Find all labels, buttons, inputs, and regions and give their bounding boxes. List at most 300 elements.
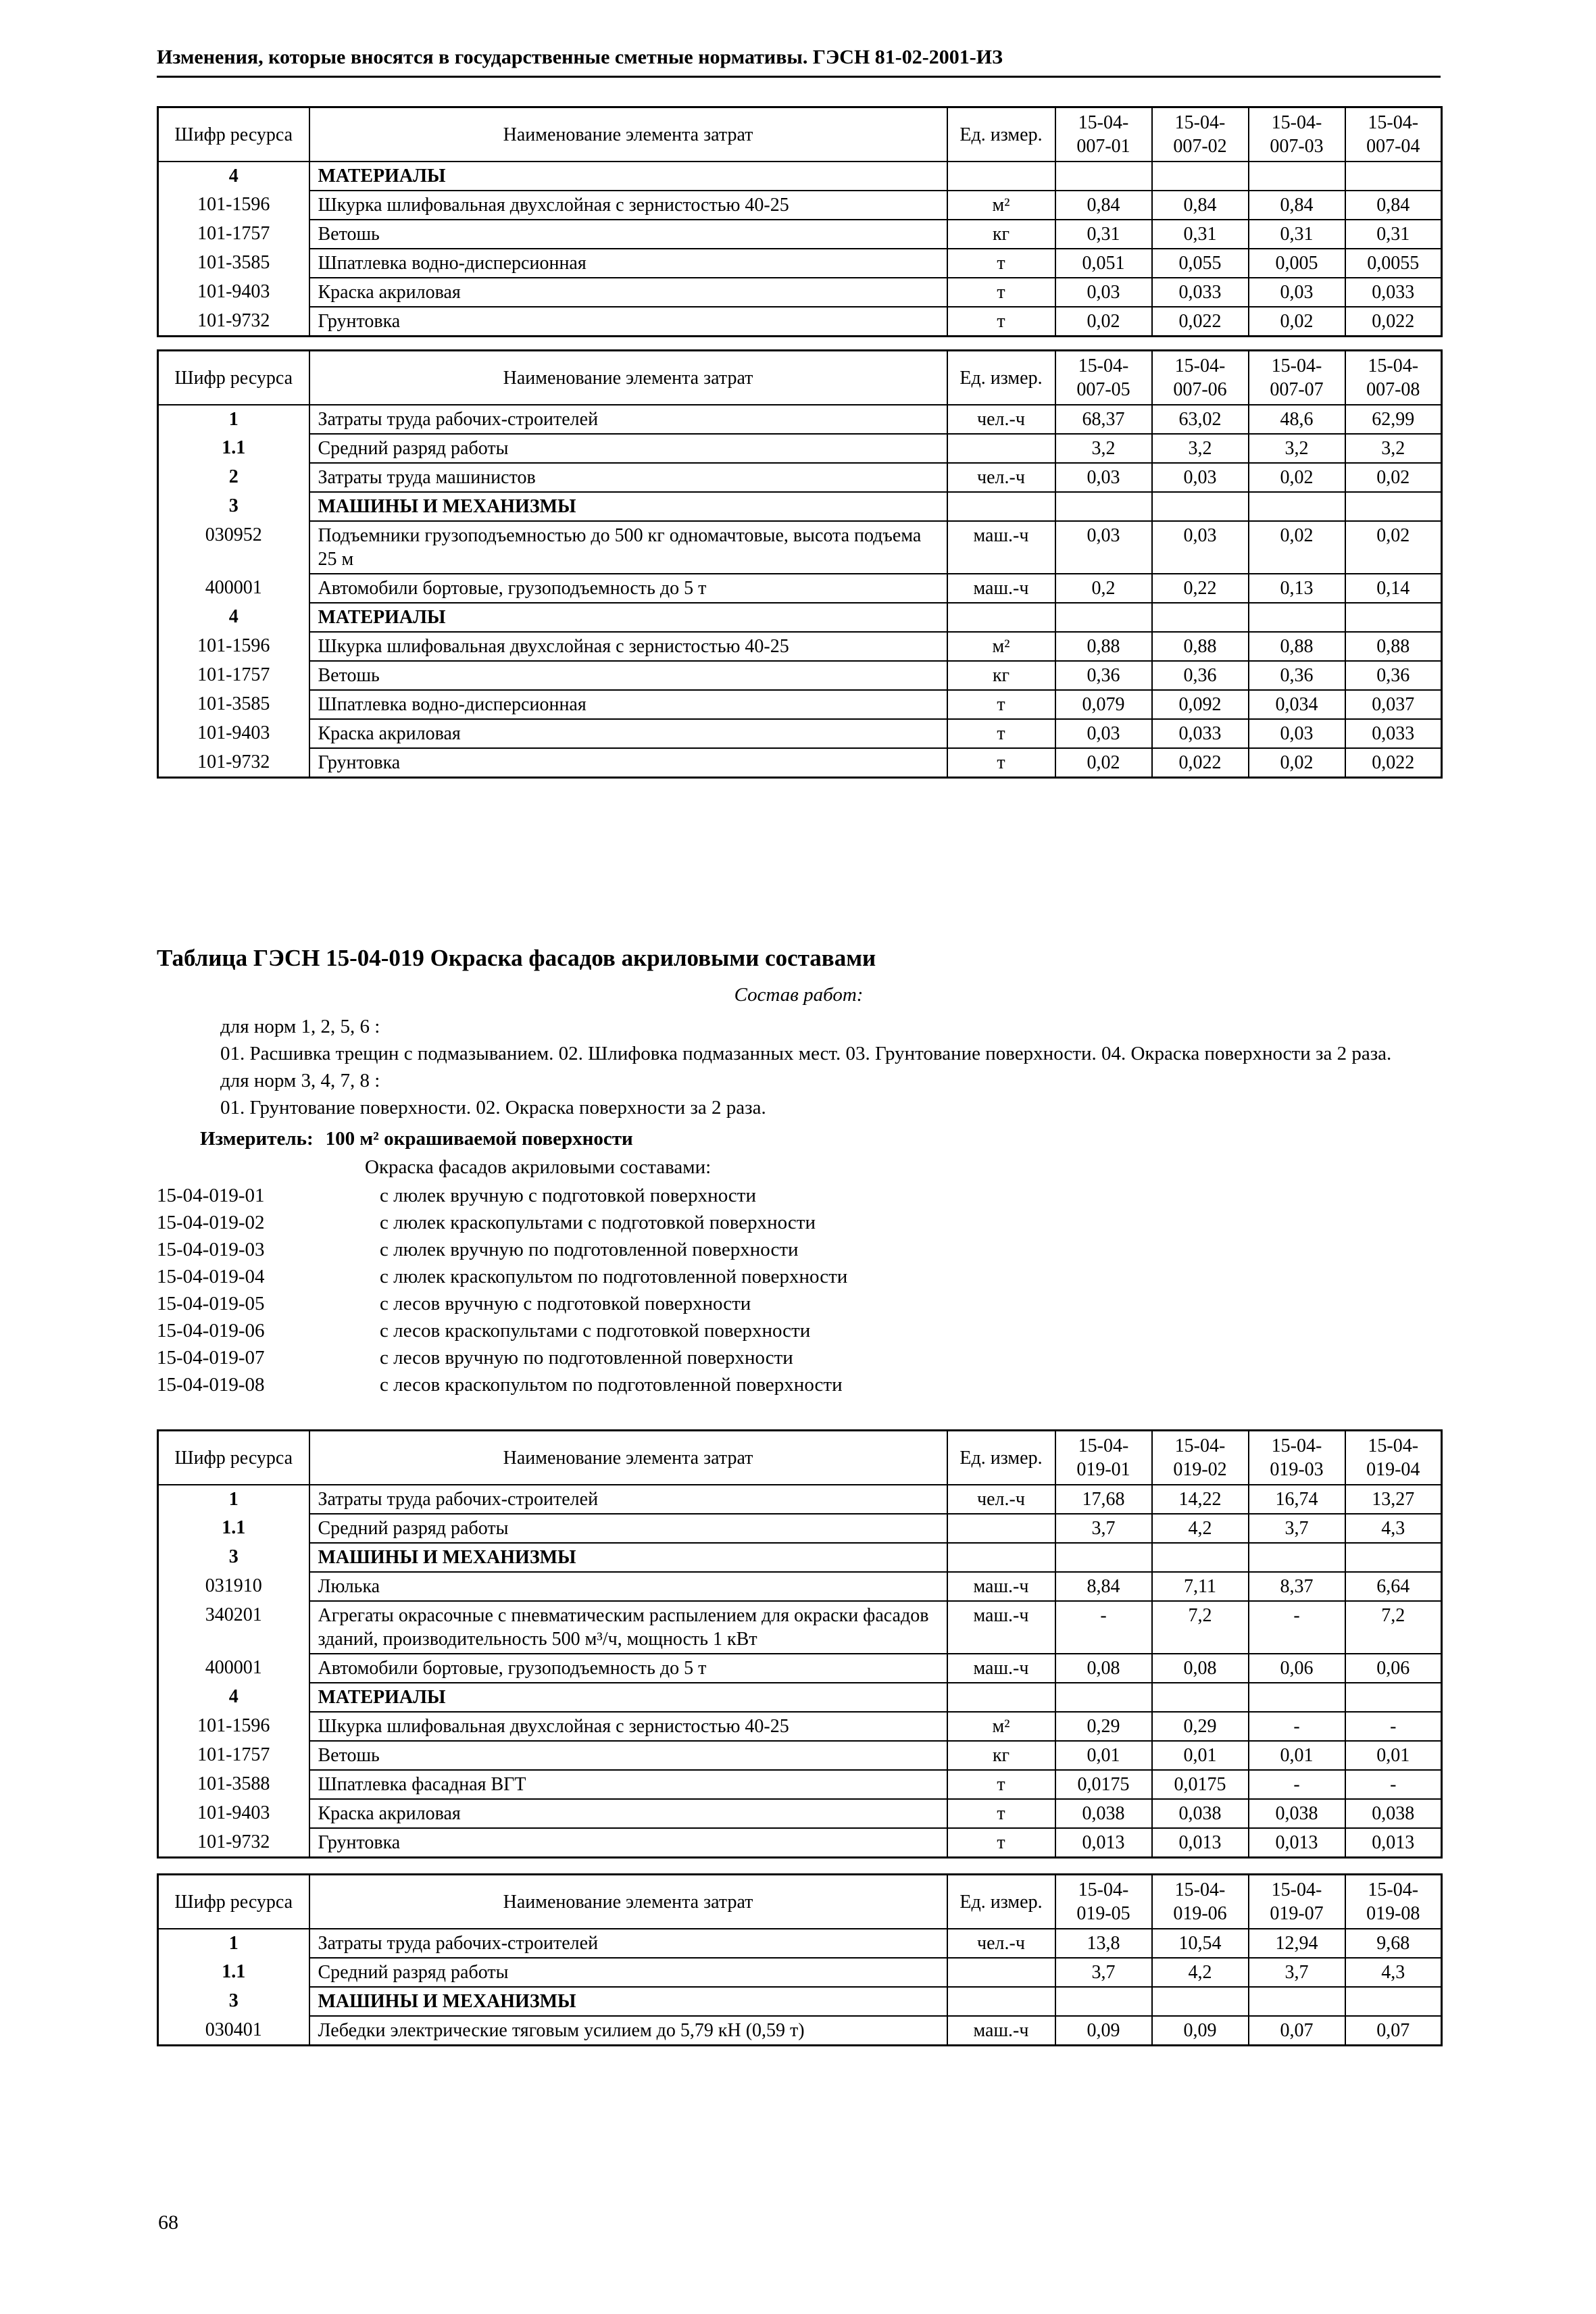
cell-cost-element: Шкурка шлифовальная двухслойная с зернистостью 40-25 [309, 191, 947, 220]
cell-value: 0,01 [1055, 1741, 1152, 1770]
cell-cost-element: Ветошь [309, 220, 947, 249]
cell-resource-code: 101-3588 [158, 1770, 309, 1799]
cell-cost-element: МАТЕРИАЛЫ [309, 603, 947, 632]
cell-cost-element: МАШИНЫ И МЕХАНИЗМЫ [309, 1543, 947, 1572]
cell-unit [947, 162, 1055, 191]
header-norm-code: 15-04- 007-05 [1055, 351, 1152, 405]
cell-value: 3,2 [1249, 434, 1345, 463]
resource-row [158, 2016, 1442, 2046]
cell-value: 0,03 [1055, 719, 1152, 748]
norm-groups [157, 1013, 1441, 1121]
section-row [158, 162, 1442, 191]
cell-unit: т [947, 1799, 1055, 1828]
cell-resource-code: 101-9732 [158, 1828, 309, 1858]
cell-value: 12,94 [1249, 1929, 1345, 1958]
cell-unit: маш.-ч [947, 521, 1055, 574]
header-norm-code: 15-04- 007-06 [1152, 351, 1249, 405]
cell-value: 0,02 [1249, 748, 1345, 778]
cell-value: 0,013 [1345, 1828, 1442, 1858]
cell-value: 0,08 [1152, 1654, 1249, 1683]
cell-value: 0,051 [1055, 249, 1152, 278]
header-norm-code: 15-04- 019-01 [1055, 1431, 1152, 1485]
cell-value: 13,8 [1055, 1929, 1152, 1958]
section-row [158, 1987, 1442, 2016]
cell-value: 0,033 [1345, 278, 1442, 307]
cell-cost-element: Затраты труда рабочих-строителей [309, 1929, 947, 1958]
cell-value: 0,0175 [1152, 1770, 1249, 1799]
norm-group-text: 01. Расшивка трещин с подмазыванием. 02. Шлифовка подмазанных мест. 03. Грунтование поверхности. 04. Окраска поверхности за 2 раза. [220, 1043, 1392, 1065]
cell-value [1152, 1543, 1249, 1572]
header-norm-code: 15-04- 007-02 [1152, 107, 1249, 162]
cell-unit: т [947, 249, 1055, 278]
cell-value: 0,022 [1152, 748, 1249, 778]
cell-cost-element: Ветошь [309, 1741, 947, 1770]
norm-code: 15-04-019-06 [157, 1320, 265, 1342]
cell-cost-element: Автомобили бортовые, грузоподъемность до 5 т [309, 1654, 947, 1683]
cell-unit: т [947, 1770, 1055, 1799]
header-unit: Ед. измер. [947, 351, 1055, 405]
cell-resource-code: 101-1757 [158, 1741, 309, 1770]
cell-value: 0,022 [1152, 307, 1249, 337]
cell-cost-element: Люлька [309, 1572, 947, 1601]
resource-row [158, 405, 1442, 434]
page-number: 68 [158, 2211, 178, 2234]
cell-resource-code: 101-3585 [158, 249, 309, 278]
cell-resource-code: 3 [158, 492, 309, 521]
cell-unit [947, 492, 1055, 521]
header-unit: Ед. измер. [947, 107, 1055, 162]
cell-value: 10,54 [1152, 1929, 1249, 1958]
header-norm-code: 15-04- 019-08 [1345, 1875, 1442, 1929]
cell-value: 0,14 [1345, 574, 1442, 603]
cell-value: - [1345, 1770, 1442, 1799]
cell-value: 17,68 [1055, 1485, 1152, 1514]
cell-value: 0,022 [1345, 748, 1442, 778]
cell-value: 6,64 [1345, 1572, 1442, 1601]
cell-unit: кг [947, 220, 1055, 249]
norm-list-item [157, 1371, 1441, 1398]
cell-value: 0,36 [1152, 661, 1249, 690]
cell-unit: маш.-ч [947, 1572, 1055, 1601]
cell-value: 0,31 [1345, 220, 1442, 249]
cell-value: 0,013 [1249, 1828, 1345, 1858]
section-row [158, 1683, 1442, 1712]
cell-unit: чел.-ч [947, 405, 1055, 434]
cell-resource-code: 101-9732 [158, 307, 309, 337]
meter-line [157, 1125, 1441, 1152]
cell-value [1152, 603, 1249, 632]
cell-value [1345, 162, 1442, 191]
cell-value: 3,7 [1055, 1514, 1152, 1543]
cell-value: 0,02 [1249, 463, 1345, 492]
cell-unit: кг [947, 661, 1055, 690]
cell-value: 0,36 [1345, 661, 1442, 690]
cell-cost-element: Средний разряд работы [309, 434, 947, 463]
cell-resource-code: 1 [158, 1485, 309, 1514]
cell-value [1249, 1543, 1345, 1572]
cell-value: 0,0175 [1055, 1770, 1152, 1799]
norm-description: с лесов вручную с подготовкой поверхности [380, 1293, 751, 1315]
work-composition-label: Состав работ: [734, 984, 864, 1006]
cell-value: 0,06 [1345, 1654, 1442, 1683]
header-resource-code: Шифр ресурса [158, 1875, 309, 1929]
header-resource-code: Шифр ресурса [158, 1431, 309, 1485]
section-row [158, 603, 1442, 632]
resource-row [158, 463, 1442, 492]
norm-group-intro: для норм 1, 2, 5, 6 : [220, 1016, 380, 1037]
resource-row [158, 661, 1442, 690]
cell-cost-element: Грунтовка [309, 1828, 947, 1858]
cell-value: 0,092 [1152, 690, 1249, 719]
cell-value: 0,03 [1249, 719, 1345, 748]
norm-list-item [157, 1344, 1441, 1371]
cell-value: 0,01 [1152, 1741, 1249, 1770]
cell-value: 0,84 [1152, 191, 1249, 220]
cell-value: 0,03 [1055, 521, 1152, 574]
header-cost-element: Наименование элемента затрат [309, 351, 947, 405]
cell-cost-element: МАТЕРИАЛЫ [309, 1683, 947, 1712]
cell-cost-element: МАШИНЫ И МЕХАНИЗМЫ [309, 1987, 947, 2016]
cell-resource-code: 031910 [158, 1572, 309, 1601]
cell-resource-code: 3 [158, 1987, 309, 2016]
resource-row [158, 1572, 1442, 1601]
cell-value: 0,055 [1152, 249, 1249, 278]
cell-resource-code: 101-1596 [158, 1712, 309, 1741]
header-cost-element: Наименование элемента затрат [309, 1875, 947, 1929]
norm-code: 15-04-019-05 [157, 1293, 265, 1315]
cell-cost-element: Лебедки электрические тяговым усилием до 5,79 кН (0,59 т) [309, 2016, 947, 2046]
cell-cost-element: Ветошь [309, 661, 947, 690]
cell-value [1249, 1683, 1345, 1712]
cell-value: 3,7 [1055, 1958, 1152, 1987]
norm-code: 15-04-019-03 [157, 1239, 265, 1261]
cell-value: 0,88 [1249, 632, 1345, 661]
cell-resource-code: 030401 [158, 2016, 309, 2046]
cell-resource-code: 101-1596 [158, 632, 309, 661]
norm-group-text: 01. Грунтование поверхности. 02. Окраска поверхности за 2 раза. [220, 1097, 766, 1119]
cell-unit: т [947, 690, 1055, 719]
cell-value: 0,36 [1055, 661, 1152, 690]
resource-row [158, 278, 1442, 307]
header-norm-code: 15-04- 019-07 [1249, 1875, 1345, 1929]
cell-value [1345, 492, 1442, 521]
cell-value: 0,84 [1345, 191, 1442, 220]
cell-value [1055, 1987, 1152, 2016]
cell-cost-element: Грунтовка [309, 307, 947, 337]
cell-value: 0,03 [1152, 521, 1249, 574]
resource-row [158, 719, 1442, 748]
cell-value: 0,31 [1249, 220, 1345, 249]
cell-resource-code: 1.1 [158, 434, 309, 463]
norm-description: с лесов вручную по подготовленной поверхности [380, 1347, 793, 1369]
cell-value [1345, 1683, 1442, 1712]
resource-row [158, 1601, 1442, 1654]
cell-value: 4,3 [1345, 1514, 1442, 1543]
cell-value: 0,01 [1249, 1741, 1345, 1770]
cell-value: 0,03 [1055, 463, 1152, 492]
cell-cost-element: Грунтовка [309, 748, 947, 778]
header-cost-element: Наименование элемента затрат [309, 1431, 947, 1485]
resource-table-007-05-08 [157, 349, 1443, 779]
cell-value: 0,29 [1055, 1712, 1152, 1741]
cell-value: 3,7 [1249, 1514, 1345, 1543]
cell-resource-code: 4 [158, 162, 309, 191]
resource-row [158, 434, 1442, 463]
resource-row [158, 1828, 1442, 1858]
cell-value: 0,07 [1249, 2016, 1345, 2046]
cell-value: 14,22 [1152, 1485, 1249, 1514]
cell-unit: чел.-ч [947, 1485, 1055, 1514]
resource-row [158, 521, 1442, 574]
section-row [158, 1543, 1442, 1572]
cell-value: 0,022 [1345, 307, 1442, 337]
cell-value: 0,02 [1249, 521, 1345, 574]
header-norm-code: 15-04- 019-06 [1152, 1875, 1249, 1929]
cell-value [1345, 603, 1442, 632]
cell-value: 0,079 [1055, 690, 1152, 719]
cell-value [1152, 162, 1249, 191]
cell-value: 0,2 [1055, 574, 1152, 603]
cell-cost-element: Краска акриловая [309, 1799, 947, 1828]
norms-list-intro: Окраска фасадов акриловыми составами: [365, 1156, 712, 1179]
resource-table-019-05-08 [157, 1873, 1443, 2046]
cell-value: 0,033 [1152, 278, 1249, 307]
cell-value: 0,88 [1152, 632, 1249, 661]
cell-value: 0,038 [1055, 1799, 1152, 1828]
meter-value: 100 м² окрашиваемой поверхности [325, 1128, 633, 1150]
cell-value: 0,03 [1249, 278, 1345, 307]
norm-list-item [157, 1236, 1441, 1263]
header-unit: Ед. измер. [947, 1875, 1055, 1929]
cell-value: 0,005 [1249, 249, 1345, 278]
cell-resource-code: 1 [158, 405, 309, 434]
norm-description: с люлек вручную с подготовкой поверхности [380, 1185, 756, 1207]
resource-row [158, 1770, 1442, 1799]
norm-code: 15-04-019-07 [157, 1347, 265, 1369]
cell-value: 0,09 [1055, 2016, 1152, 2046]
cell-unit: маш.-ч [947, 1601, 1055, 1654]
cell-cost-element: МАТЕРИАЛЫ [309, 162, 947, 191]
cell-value: 3,2 [1152, 434, 1249, 463]
cell-value [1345, 1987, 1442, 2016]
norm-list-item [157, 1290, 1441, 1317]
cell-value: 0,033 [1345, 719, 1442, 748]
cell-value: 0,84 [1249, 191, 1345, 220]
cell-value: - [1345, 1712, 1442, 1741]
cell-value: 0,02 [1055, 748, 1152, 778]
cell-value: 3,2 [1345, 434, 1442, 463]
cell-value [1249, 1987, 1345, 2016]
cell-value: - [1249, 1770, 1345, 1799]
resource-row [158, 1958, 1442, 1987]
cell-value: 0,13 [1249, 574, 1345, 603]
norm-code: 15-04-019-08 [157, 1374, 265, 1396]
meter-label: Измеритель: [200, 1128, 314, 1150]
resource-row [158, 1485, 1442, 1514]
norm-list-item [157, 1263, 1441, 1290]
table-header-row [158, 351, 1442, 405]
cell-unit: чел.-ч [947, 463, 1055, 492]
cell-value: 0,31 [1152, 220, 1249, 249]
cell-value: 0,033 [1152, 719, 1249, 748]
cell-unit: т [947, 278, 1055, 307]
cell-unit [947, 1683, 1055, 1712]
cell-cost-element: Шкурка шлифовальная двухслойная с зернистостью 40-25 [309, 1712, 947, 1741]
norm-description: с лесов краскопультами с подготовкой поверхности [380, 1320, 811, 1342]
cell-cost-element: Краска акриловая [309, 719, 947, 748]
cell-value: 0,22 [1152, 574, 1249, 603]
cell-value: 68,37 [1055, 405, 1152, 434]
resource-row [158, 748, 1442, 778]
cell-unit: м² [947, 632, 1055, 661]
header-resource-code: Шифр ресурса [158, 351, 309, 405]
cell-value [1249, 492, 1345, 521]
section-title: Таблица ГЭСН 15-04-019 Окраска фасадов акриловыми составами [157, 945, 876, 971]
cell-value: 0,07 [1345, 2016, 1442, 2046]
cell-unit: т [947, 1828, 1055, 1858]
norm-list-item [157, 1182, 1441, 1209]
cell-value: 3,7 [1249, 1958, 1345, 1987]
cell-value: 62,99 [1345, 405, 1442, 434]
cell-value: 3,2 [1055, 434, 1152, 463]
cell-cost-element: МАШИНЫ И МЕХАНИЗМЫ [309, 492, 947, 521]
table-header-row [158, 1875, 1442, 1929]
cell-value: 0,0055 [1345, 249, 1442, 278]
header-cost-element: Наименование элемента затрат [309, 107, 947, 162]
norm-code: 15-04-019-02 [157, 1212, 265, 1234]
cell-resource-code: 101-9732 [158, 748, 309, 778]
page-header-title: Изменения, которые вносятся в государственные сметные нормативы. ГЭСН 81-02-2001-ИЗ [157, 46, 1003, 68]
header-unit: Ед. измер. [947, 1431, 1055, 1485]
cell-cost-element: Средний разряд работы [309, 1514, 947, 1543]
cell-value: 4,3 [1345, 1958, 1442, 1987]
cell-cost-element: Шкурка шлифовальная двухслойная с зернистостью 40-25 [309, 632, 947, 661]
cell-value: 0,29 [1152, 1712, 1249, 1741]
norm-group-intro: для норм 3, 4, 7, 8 : [220, 1070, 380, 1092]
cell-unit: м² [947, 1712, 1055, 1741]
cell-value [1345, 1543, 1442, 1572]
resource-row [158, 191, 1442, 220]
cell-value: - [1249, 1712, 1345, 1741]
cell-unit [947, 1514, 1055, 1543]
cell-cost-element: Шпатлевка водно-дисперсионная [309, 690, 947, 719]
header-norm-code: 15-04- 019-04 [1345, 1431, 1442, 1485]
cell-resource-code: 101-3585 [158, 690, 309, 719]
resource-row [158, 690, 1442, 719]
cell-value [1055, 1683, 1152, 1712]
resource-row [158, 220, 1442, 249]
cell-resource-code: 101-1757 [158, 661, 309, 690]
table-header-row [158, 1431, 1442, 1485]
norm-description: с люлек краскопультами с подготовкой поверхности [380, 1212, 816, 1234]
cell-value [1055, 1543, 1152, 1572]
cell-cost-element: Подъемники грузоподъемностью до 500 кг одномачтовые, высота подъема 25 м [309, 521, 947, 574]
cell-unit: м² [947, 191, 1055, 220]
cell-unit: т [947, 748, 1055, 778]
header-norm-code: 15-04- 019-05 [1055, 1875, 1152, 1929]
cell-value: 4,2 [1152, 1514, 1249, 1543]
cell-value: 8,84 [1055, 1572, 1152, 1601]
header-resource-code: Шифр ресурса [158, 107, 309, 162]
cell-value: 8,37 [1249, 1572, 1345, 1601]
norm-description: с люлек вручную по подготовленной поверхности [380, 1239, 799, 1261]
cell-value: 63,02 [1152, 405, 1249, 434]
cell-resource-code: 3 [158, 1543, 309, 1572]
cell-value: 0,03 [1152, 463, 1249, 492]
cell-value [1249, 162, 1345, 191]
cell-resource-code: 4 [158, 1683, 309, 1712]
cell-value: 0,08 [1055, 1654, 1152, 1683]
cell-value: 0,013 [1152, 1828, 1249, 1858]
cell-value [1152, 492, 1249, 521]
cell-value: 0,03 [1055, 278, 1152, 307]
resource-row [158, 1712, 1442, 1741]
cell-value: 0,88 [1055, 632, 1152, 661]
cell-value: 0,01 [1345, 1741, 1442, 1770]
cell-resource-code: 340201 [158, 1601, 309, 1654]
header-norm-code: 15-04- 019-03 [1249, 1431, 1345, 1485]
header-norm-code: 15-04- 007-04 [1345, 107, 1442, 162]
cell-resource-code: 101-9403 [158, 278, 309, 307]
header-norm-code: 15-04- 007-07 [1249, 351, 1345, 405]
cell-unit: маш.-ч [947, 1654, 1055, 1683]
cell-value: 13,27 [1345, 1485, 1442, 1514]
cell-resource-code: 1.1 [158, 1514, 309, 1543]
cell-resource-code: 101-1596 [158, 191, 309, 220]
cell-value: 0,02 [1345, 463, 1442, 492]
resource-table-007-01-04 [157, 106, 1443, 337]
resource-row [158, 1741, 1442, 1770]
cell-value [1152, 1987, 1249, 2016]
cell-resource-code: 400001 [158, 574, 309, 603]
cell-value: 0,038 [1249, 1799, 1345, 1828]
cell-value: 0,09 [1152, 2016, 1249, 2046]
cell-value: 9,68 [1345, 1929, 1442, 1958]
cell-value: 0,02 [1345, 521, 1442, 574]
cell-value [1055, 492, 1152, 521]
norm-list-item [157, 1209, 1441, 1236]
cell-cost-element: Краска акриловая [309, 278, 947, 307]
cell-unit [947, 1958, 1055, 1987]
cell-value [1249, 603, 1345, 632]
cell-value: 0,84 [1055, 191, 1152, 220]
cell-resource-code: 400001 [158, 1654, 309, 1683]
resource-row [158, 1929, 1442, 1958]
cell-cost-element: Автомобили бортовые, грузоподъемность до 5 т [309, 574, 947, 603]
section-row [158, 492, 1442, 521]
cell-value: 0,013 [1055, 1828, 1152, 1858]
page-header [157, 46, 1441, 78]
norm-list-item [157, 1317, 1441, 1344]
norm-code: 15-04-019-01 [157, 1185, 265, 1207]
norms-list [157, 1182, 1441, 1398]
cell-value: 0,034 [1249, 690, 1345, 719]
cell-value: 0,037 [1345, 690, 1442, 719]
cell-value: 7,11 [1152, 1572, 1249, 1601]
resource-row [158, 632, 1442, 661]
cell-resource-code: 4 [158, 603, 309, 632]
cell-cost-element: Затраты труда машинистов [309, 463, 947, 492]
resource-row [158, 249, 1442, 278]
cell-value [1055, 603, 1152, 632]
header-norm-code: 15-04- 007-08 [1345, 351, 1442, 405]
cell-value: 7,2 [1345, 1601, 1442, 1654]
cell-resource-code: 2 [158, 463, 309, 492]
header-norm-code: 15-04- 007-01 [1055, 107, 1152, 162]
cell-unit: т [947, 719, 1055, 748]
cell-cost-element: Затраты труда рабочих-строителей [309, 1485, 947, 1514]
cell-value: 0,038 [1152, 1799, 1249, 1828]
